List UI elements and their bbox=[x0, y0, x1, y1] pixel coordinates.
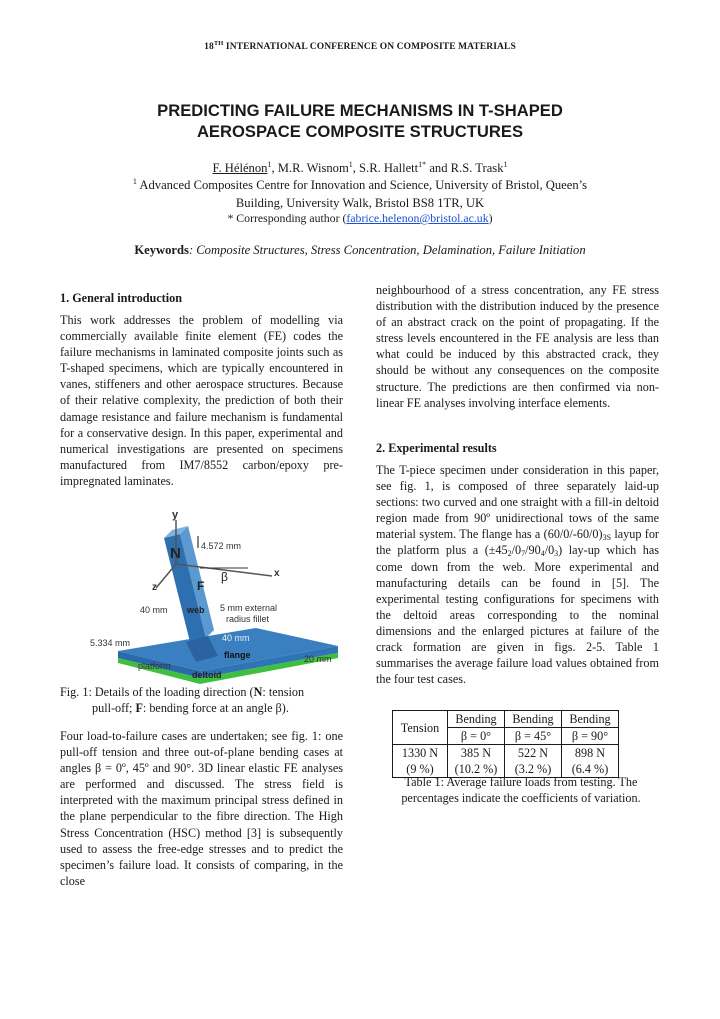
beta-label: β bbox=[221, 570, 228, 584]
load-bending-90: 898 N bbox=[562, 745, 619, 762]
load-bending-0: 385 N bbox=[448, 745, 505, 762]
title-line-2: AEROSPACE COMPOSITE STRUCTURES bbox=[196, 122, 524, 141]
cv-bending-45: (3.2 %) bbox=[505, 761, 562, 778]
platform-label: platform bbox=[138, 661, 171, 671]
z-axis-label: z bbox=[152, 582, 157, 593]
angle-45: β = 45° bbox=[505, 728, 562, 745]
author-list: F. Hélénon$^1$, M.R. Wisnom$^1$, S.R. Hallett$^{1*}$ and R.S. Trask$^1$ bbox=[212, 160, 508, 176]
table-header-row bbox=[393, 711, 619, 728]
table-1 bbox=[392, 710, 619, 778]
header-tension: Tension bbox=[393, 711, 448, 745]
email-link[interactable]: fabrice.helenon@bristol.ac.uk bbox=[346, 211, 489, 225]
flange-length-dim: 40 mm bbox=[222, 633, 250, 643]
y-axis-label: y bbox=[172, 509, 179, 521]
thickness-dim-text-holder bbox=[80, 630, 120, 650]
header-bending-45: Bending bbox=[505, 711, 562, 728]
cv-bending-0: (10.2 %) bbox=[448, 761, 505, 778]
affiliation: $^1$ Advanced Composites Centre for Innovation and Science, University of Bristol, Queen’s Building, University Walk, Bristol BS8 1TR, UK bbox=[132, 177, 588, 211]
corresponding-author: * Corresponding author (fabrice.helenon@bristol.ac.uk) bbox=[227, 211, 493, 225]
section-2-heading: 2. Experimental results bbox=[376, 441, 497, 455]
angle-90: β = 90° bbox=[562, 728, 619, 745]
thickness-dim: 5.334 mm bbox=[90, 638, 131, 648]
flange-label: flange bbox=[224, 650, 251, 660]
deltoid-label: deltoid bbox=[192, 670, 222, 680]
fillet-label-1: 5 mm external bbox=[220, 603, 278, 613]
load-tension: 1330 N bbox=[393, 745, 448, 762]
bending-label: F bbox=[197, 579, 205, 593]
header-bending-90: Bending bbox=[562, 711, 619, 728]
figure-1-t-shape bbox=[90, 506, 344, 686]
paper-title bbox=[60, 100, 660, 142]
web-label: web bbox=[187, 605, 205, 615]
fillet-label-2: radius fillet bbox=[226, 614, 270, 624]
angle-0: β = 0° bbox=[448, 728, 505, 745]
z-axis bbox=[156, 564, 176, 588]
section-2-paragraph: The T-piece specimen under consideration in this paper, see fig. 1, is composed of three separately laid-up sections: two curved and one straight with a fill-in deltoid region made from 90º unidirectional tows of the same material system. The flange has a $(60/0/-60/0)_{3S}$ layup for the platform plus a $(\pm 45_2/0_7/90_4/0_3)$ lay-up which has come down from the web. More experimental and manufacturing details can be found in [5]. The experimental testing configurations for specimens with the deltoid areas corresponding to the nominal dimensions and the enlarged pictures at failure of the crack formation are given in figs. 2-5. Table 1 summarises the average failure load values obtained from the four test cases. bbox=[376, 463, 659, 687]
table-1-caption: Table 1: Average failure loads from testing. The percentages indicate the coefficients of variation. bbox=[401, 775, 641, 805]
right-column-continuation: neighbourhood of a stress concentration, any FE stress distribution with the distribution induced by the presence of an abstract crack on the point of propagating. If the stress levels encountered in the FE analysis are less than what could be induced by this abstracted crack, they should be without any consequences on the composite structure. The predictions are then confirmed via non-linear FE analyses involving interface elements. bbox=[376, 283, 659, 410]
load-bending-45: 522 N bbox=[505, 745, 562, 762]
table-row bbox=[393, 745, 619, 762]
keywords: Keywords: Composite Structures, Stress Concentration, Delamination, Failure Initiation bbox=[134, 243, 586, 257]
title-line-1: PREDICTING FAILURE MECHANISMS IN T-SHAPED bbox=[157, 101, 563, 120]
x-axis-label: x bbox=[274, 568, 280, 579]
web-thickness-dim: 4.572 mm bbox=[201, 541, 242, 551]
section-1-heading: 1. General introduction bbox=[60, 291, 182, 305]
section-1-paragraph-1: This work addresses the problem of modelling via commercially available finite element (FE) codes the failure mechanisms in laminated composite joints such as T-shaped specimens, which are typically encountered in vanes, stiffeners and other aerospace structures. Because of their relative complexity, the prediction of both their damage resistance and failure mechanism is fundamental for a conservative design. In this paper, experimental and numerical investigations are presented on specimens manufactured from IM7/8552 carbon/epoxy pre-impregnated laminates. bbox=[60, 313, 343, 488]
cv-bending-90: (6.4 %) bbox=[562, 761, 619, 778]
width-dim: 20 mm bbox=[304, 654, 332, 664]
cv-tension: (9 %) bbox=[393, 761, 448, 778]
tension-label: N bbox=[170, 545, 181, 562]
section-1-paragraph-2: Four load-to-failure cases are undertaken; see fig. 1: one pull-off tension and three out-of-plane bending cases at angles β = 0º, 45º and 90°. 3D linear elastic FE analyses are performed and discussed. The stress field is interpreted with the maximum principal stress defined in the plane perpendicular to the fibre direction. The High Stress Concentration (HSC) method [3] is subsequently used to assess the free-edge stresses and to predict the specimen’s failure load. It consists of comparing, in the close bbox=[60, 729, 343, 888]
header-bending-0: Bending bbox=[448, 711, 505, 728]
figure-1-caption: Fig. 1: Details of the loading direction (N: tension pull-off; F: bending force at an angle β). bbox=[60, 685, 305, 715]
author-helenon[interactable]: F. Hélénon bbox=[212, 161, 268, 176]
conference-header: 18TH INTERNATIONAL CONFERENCE ON COMPOSITE MATERIALS bbox=[204, 40, 516, 53]
web-length-dim: 40 mm bbox=[140, 605, 168, 615]
